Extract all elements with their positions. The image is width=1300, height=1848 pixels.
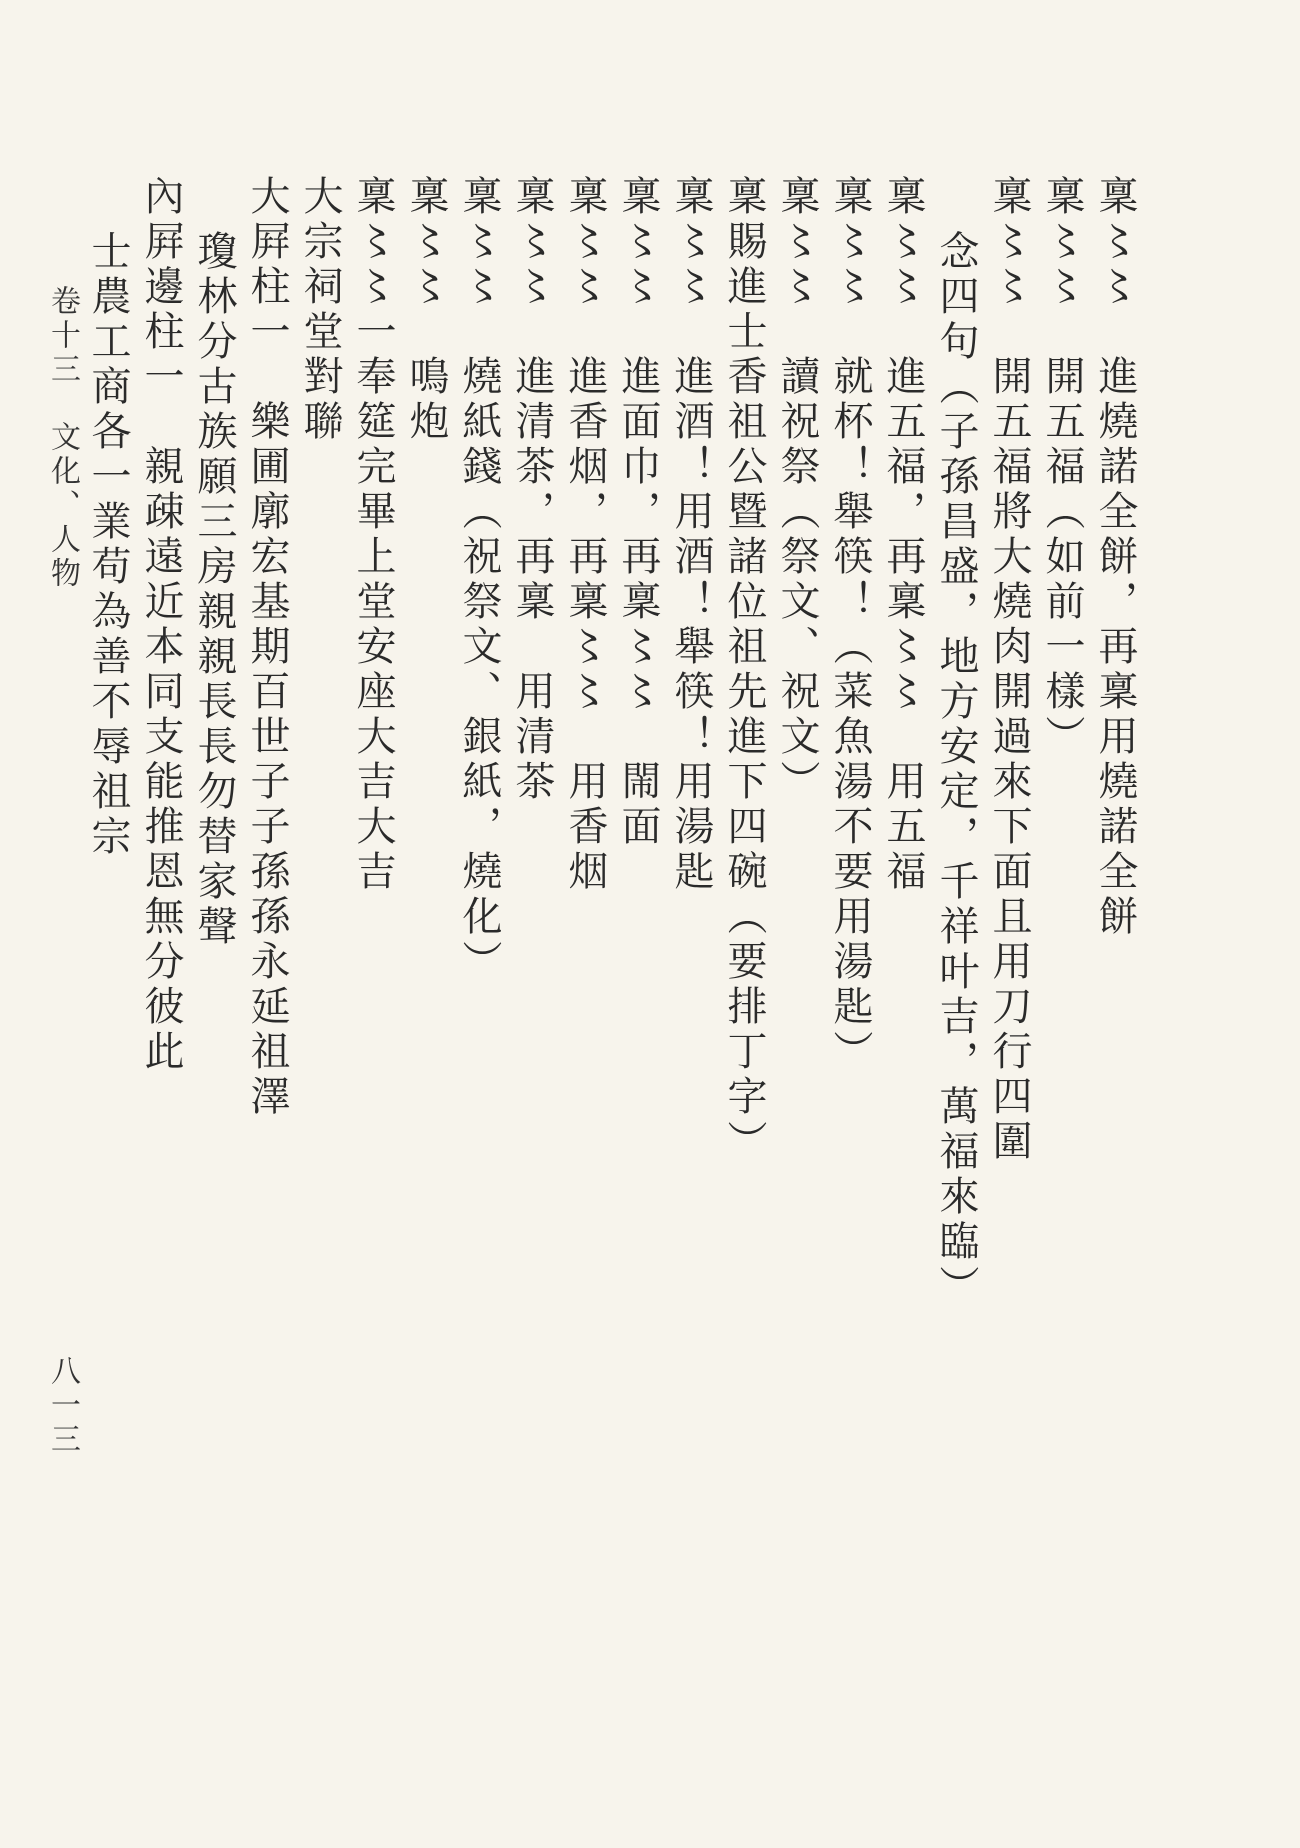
text-column-14: 稟〻〻 鳴炮 [403,175,449,445]
margin-title: 卷十三 文化、人物 [45,285,80,591]
text-column-5: 稟〻〻 進五福，再稟〻〻 用五福 [880,175,926,895]
text-column-10: 稟〻〻 進面巾，再稟〻〻 閙面 [615,175,661,850]
text-column-7: 稟〻〻 讀祝祭（祭文、祝文） [774,175,820,805]
text-column-17: 大屛柱一 樂圃廓宏基期百世子子孫孫永延祖澤 [244,175,290,1120]
text-column-18: 瓊林分古族願三房親親長長勿替家聲 [191,230,237,950]
section-heading: 大宗祠堂對聯 [297,175,343,445]
text-column-12: 稟〻〻 進清茶，再稟 用清茶 [509,175,555,805]
text-column-8: 稟賜進士香祖公暨諸位祖先進下四碗（要排丁字） [721,175,767,1165]
text-column-11: 稟〻〻 進香烟，再稟〻〻 用香烟 [562,175,608,895]
text-column-6: 稟〻〻 就杯！舉筷！（菜魚湯不要用湯匙） [827,175,873,1075]
text-column-20: 士農工商各一業苟為善不辱祖宗 [85,230,131,860]
text-column-2: 稟〻〻 開五福（如前一樣） [1039,175,1085,760]
text-column-9: 稟〻〻 進酒！用酒！舉筷！用湯匙 [668,175,714,895]
text-column-19: 內屛邊柱一 親疎遠近本同支能推恩無分彼此 [138,175,184,1075]
text-column-3: 稟〻〻 開五福將大燒肉開過來下面且用刀行四圍 [986,175,1032,1165]
text-column-15: 稟〻〻一奉筵完畢上堂安座大吉大吉 [350,175,396,895]
text-column-1: 稟〻〻 進燒諾全餅，再稟用燒諾全餅 [1092,175,1138,940]
text-column-4: 念四句（子孫昌盛，地方安定，千祥叶吉，萬福來臨） [933,230,979,1310]
page-number: 八一三 [45,1355,80,1457]
text-column-13: 稟〻〻 燒紙錢（祝祭文、銀紙，燒化） [456,175,502,985]
